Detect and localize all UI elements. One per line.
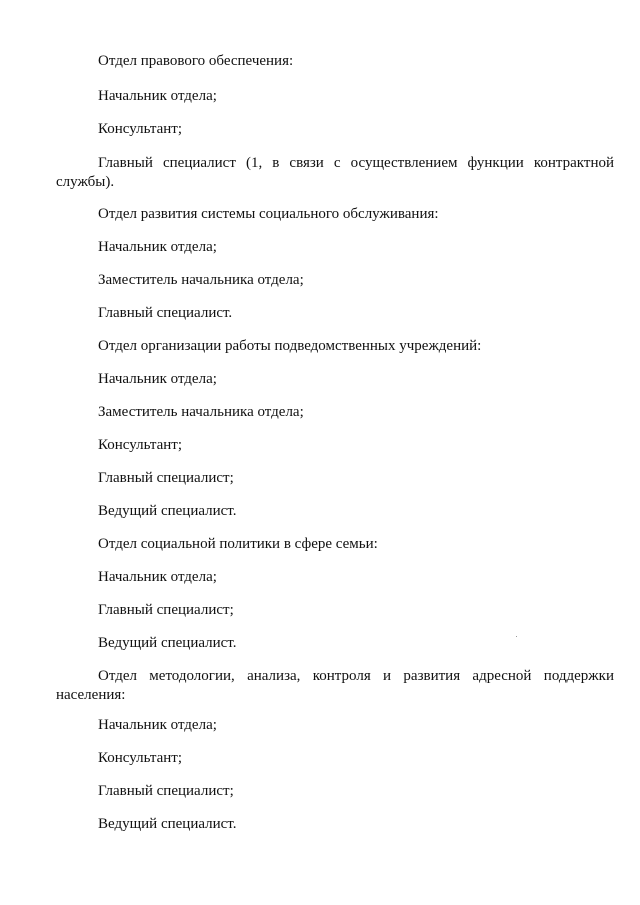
- scan-speck: [516, 636, 517, 637]
- department-heading-legal: Отдел правового обеспечения:: [98, 53, 294, 69]
- position-item: Консультант;: [98, 437, 182, 453]
- department-heading-methodology: Отдел методологии, анализа, контроля и развития адресной поддержки населения:: [56, 668, 614, 703]
- department-heading-social-services: Отдел развития системы социального обслуживания:: [98, 206, 439, 222]
- position-item: Начальник отдела;: [98, 239, 217, 255]
- position-item: Ведущий специалист.: [98, 635, 237, 651]
- position-item: Консультант;: [98, 750, 182, 766]
- position-item: Начальник отдела;: [98, 717, 217, 733]
- position-item: Главный специалист (1, в связи с осуществлением функции контрактной службы).: [56, 155, 614, 190]
- position-item: Начальник отдела;: [98, 569, 217, 585]
- position-item: Главный специалист;: [98, 783, 234, 799]
- position-item: Главный специалист.: [98, 305, 233, 321]
- position-item: Консультант;: [98, 121, 182, 137]
- position-item: Заместитель начальника отдела;: [98, 404, 304, 420]
- department-heading-family-policy: Отдел социальной политики в сфере семьи:: [98, 536, 378, 552]
- position-item: Ведущий специалист.: [98, 816, 237, 832]
- position-item: Начальник отдела;: [98, 371, 217, 387]
- position-item: Главный специалист;: [98, 602, 234, 618]
- position-item: Заместитель начальника отдела;: [98, 272, 304, 288]
- position-item: Главный специалист;: [98, 470, 234, 486]
- department-heading-subordinate-institutions: Отдел организации работы подведомственных учреждений:: [98, 338, 482, 354]
- position-item: Ведущий специалист.: [98, 503, 237, 519]
- position-item: Начальник отдела;: [98, 88, 217, 104]
